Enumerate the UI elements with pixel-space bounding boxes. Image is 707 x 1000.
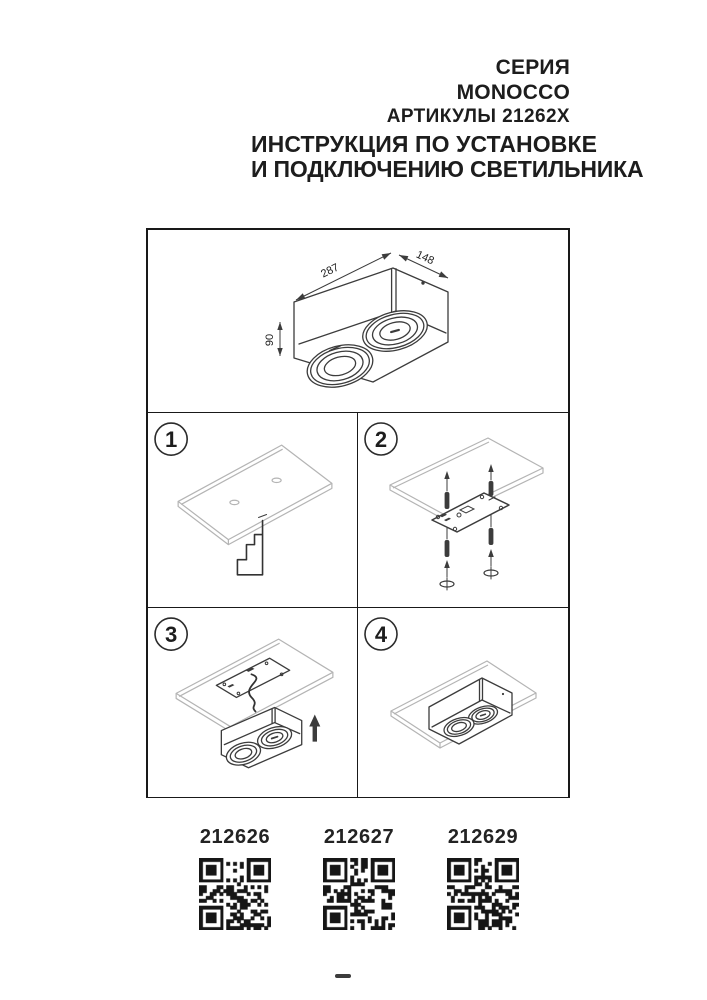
page-title <box>251 131 644 182</box>
page-title-line1: ИНСТРУКЦИЯ ПО УСТАНОВКЕ <box>251 131 598 157</box>
product-code: 212626 <box>199 826 271 848</box>
mounting-screw-bottom-right <box>488 515 494 566</box>
step-panel-3 <box>148 608 358 797</box>
step4-drawing <box>358 608 568 797</box>
step-panel-1 <box>148 413 358 608</box>
mounting-screw-bottom-left <box>444 528 450 577</box>
step-panel-2 <box>358 413 568 608</box>
series-name: СЕРИЯ MONOCCO <box>456 56 570 104</box>
fixture-dimensions-diagram <box>148 230 568 412</box>
qr-code <box>447 858 519 930</box>
product-column <box>444 826 522 930</box>
step2-drawing <box>358 413 568 607</box>
dimension-height <box>264 322 283 356</box>
qr-code <box>199 858 271 930</box>
articles-label: АРТИКУЛЫ 21262X <box>386 106 570 127</box>
main-diagram-cell <box>148 230 568 413</box>
product-codes-row <box>147 826 571 930</box>
product-column <box>196 826 274 930</box>
product-column <box>320 826 398 930</box>
step-number: 1 <box>164 427 178 453</box>
step-number-badge <box>155 618 187 650</box>
wall-plug-left <box>440 578 454 590</box>
up-arrow-icon <box>309 715 320 742</box>
step-panel-4 <box>358 608 568 797</box>
step-number: 3 <box>164 622 178 648</box>
dimension-label-depth: 148 <box>414 248 436 268</box>
dimension-label-height: 90 <box>264 333 276 347</box>
page-title-line2: И ПОДКЛЮЧЕНИЮ СВЕТИЛЬНИКА <box>251 156 644 182</box>
qr-code <box>323 858 395 930</box>
step-number-badge <box>155 423 187 455</box>
fold-mark <box>335 974 351 978</box>
diagram-table <box>146 228 570 798</box>
product-code: 212627 <box>323 826 395 848</box>
product-code: 212629 <box>447 826 519 848</box>
step-number: 2 <box>374 427 388 452</box>
step3-drawing <box>148 608 357 797</box>
series-block <box>380 55 570 129</box>
dimension-label-length: 287 <box>319 261 341 281</box>
step1-drawing <box>148 413 357 607</box>
step-number-badge <box>365 618 397 650</box>
ceiling-slab <box>178 445 332 544</box>
step-number-badge <box>365 423 397 455</box>
wall-plug-right <box>484 567 498 579</box>
step-number: 4 <box>374 622 388 647</box>
